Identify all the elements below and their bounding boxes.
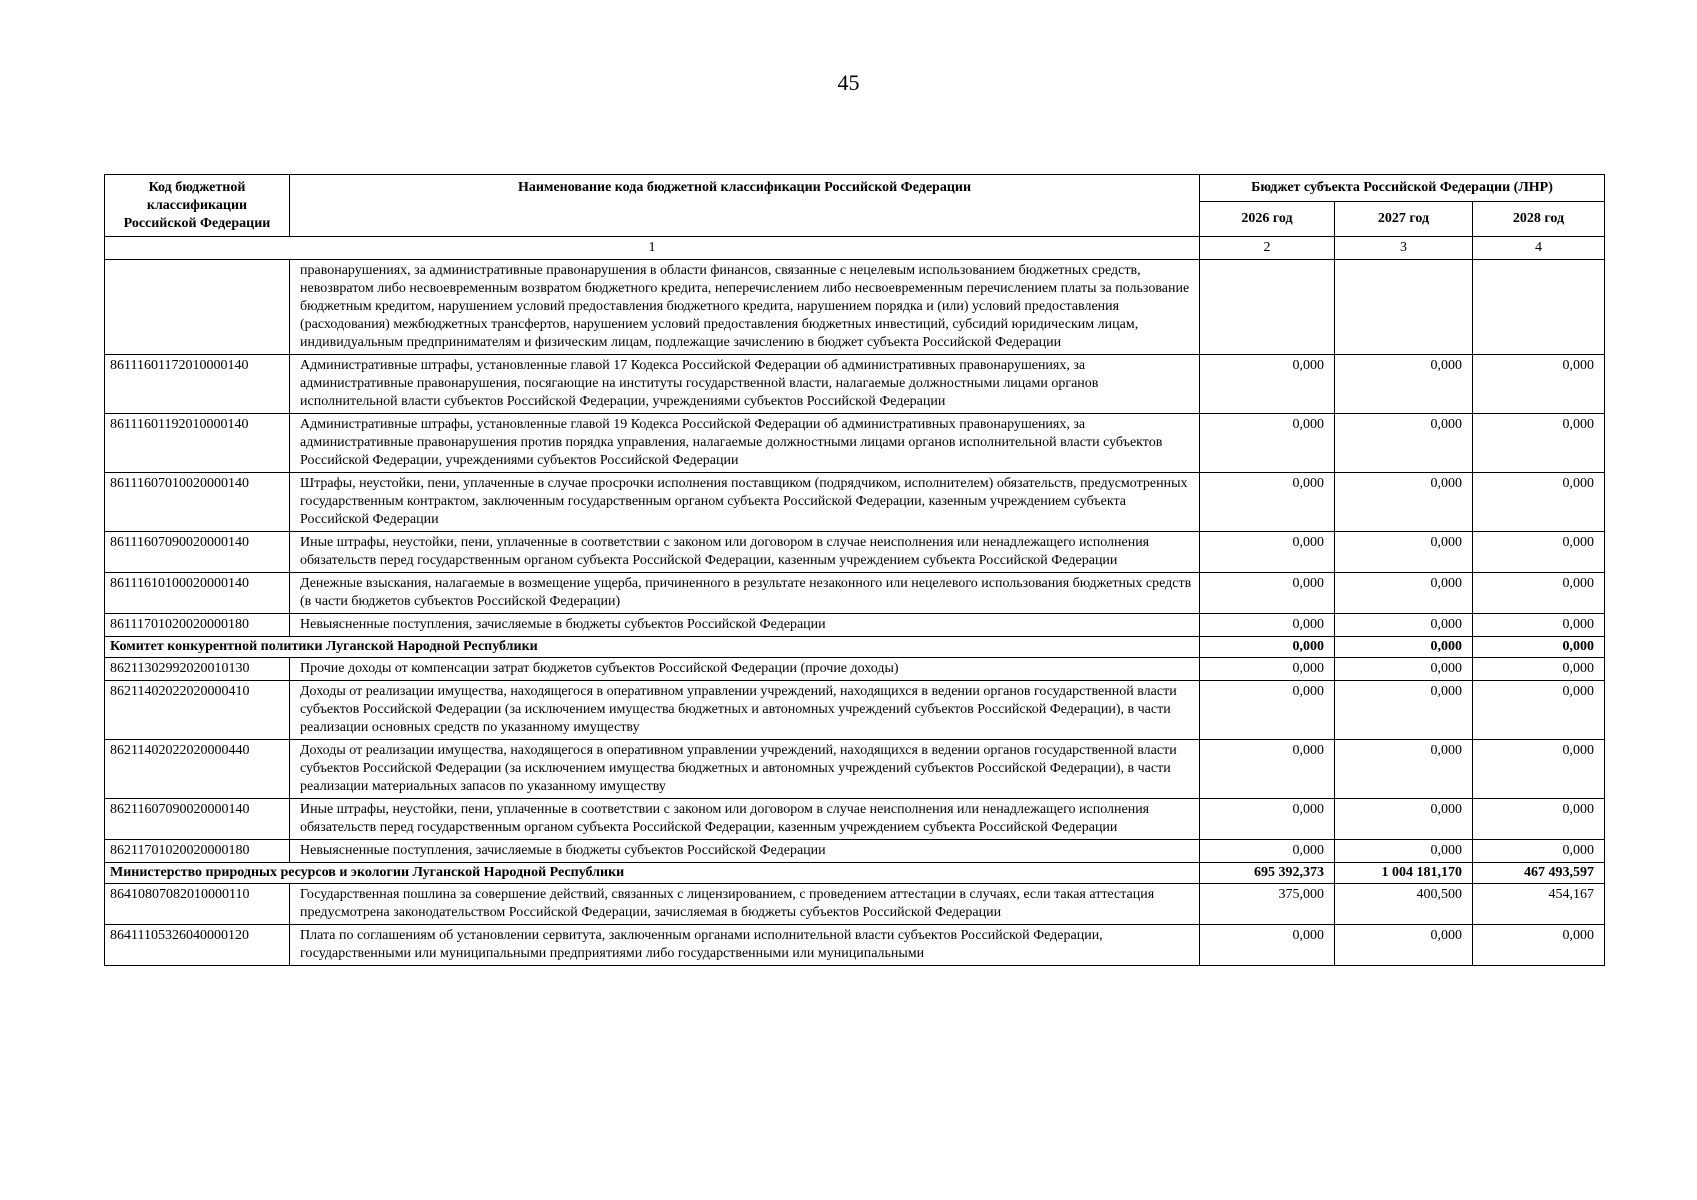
column-number-4: 4 [1473, 237, 1605, 260]
row-value-2026: 0,000 [1200, 799, 1335, 840]
row-value-2027: 0,000 [1335, 532, 1473, 573]
row-value-2026: 375,000 [1200, 884, 1335, 925]
row-code: 86211701020020000180 [105, 840, 290, 863]
table-row [105, 614, 1605, 637]
row-value-2027: 0,000 [1335, 681, 1473, 740]
row-code: 86211402022020000440 [105, 740, 290, 799]
row-value-2028: 0,000 [1473, 532, 1605, 573]
row-code: 86211607090020000140 [105, 799, 290, 840]
row-value-2027: 0,000 [1335, 573, 1473, 614]
table-row [105, 260, 1605, 355]
group-name: Комитет конкурентной политики Луганской Народной Республики [105, 637, 1200, 658]
table-group-row [105, 637, 1605, 658]
row-value-2026: 0,000 [1200, 614, 1335, 637]
row-name: Доходы от реализации имущества, находящегося в оперативном управлении учреждений, находящихся в ведении органов государственной власти субъектов Российской Федерации (за исключением имущества бюджетных и автономных учреждений субъектов Российской Федерации), в части реализации основных средств по указанному имуществу [290, 681, 1200, 740]
row-value-2027: 0,000 [1335, 925, 1473, 966]
row-value-2026: 0,000 [1200, 573, 1335, 614]
header-year-2028: 2028 год [1473, 202, 1605, 237]
row-value-2028: 0,000 [1473, 740, 1605, 799]
row-value-2027: 0,000 [1335, 473, 1473, 532]
group-name: Министерство природных ресурсов и экологии Луганской Народной Республики [105, 863, 1200, 884]
budget-table [104, 174, 1605, 966]
row-value-2028: 0,000 [1473, 799, 1605, 840]
row-code: 86211402022020000410 [105, 681, 290, 740]
row-value-2027: 0,000 [1335, 840, 1473, 863]
row-value-2026: 0,000 [1200, 840, 1335, 863]
table-row [105, 840, 1605, 863]
row-value-2026: 0,000 [1200, 925, 1335, 966]
row-name: Доходы от реализации имущества, находящегося в оперативном управлении учреждений, находящихся в ведении органов государственной власти субъектов Российской Федерации (за исключением имущества бюджетных и автономных учреждений субъектов Российской Федерации), в части реализации материальных запасов по указанному имуществу [290, 740, 1200, 799]
row-value-2028: 0,000 [1473, 573, 1605, 614]
row-name: правонарушениях, за административные правонарушения в области финансов, связанные с нецелевым использованием бюджетных средств, невозвратом либо несвоевременным возвратом бюджетного кредита, неперечислением либо несвоевременным перечислением платы за пользование бюджетным кредитом, нарушением условий предоставления бюджетного кредита, нарушением порядка и (или) условий предоставления (расходования) межбюджетных трансфертов, нарушением условий предоставления бюджетных инвестиций, субсидий юридическим лицам, индивидуальным предпринимателям и физическим лицам, подлежащие зачислению в бюджет субъекта Российской Федерации [290, 260, 1200, 355]
table-header [105, 175, 1605, 260]
row-name: Плата по соглашениям об установлении сервитута, заключенным органами исполнительной власти субъектов Российской Федерации, государственными или муниципальными предприятиями либо государственными или муниципальными [290, 925, 1200, 966]
row-code: 86411105326040000120 [105, 925, 290, 966]
row-value-2026: 0,000 [1200, 681, 1335, 740]
row-value-2026: 0,000 [1200, 473, 1335, 532]
row-value-2026: 695 392,373 [1200, 863, 1335, 884]
page-number: 45 [837, 70, 860, 95]
row-value-2026: 0,000 [1200, 637, 1335, 658]
row-value-2028: 467 493,597 [1473, 863, 1605, 884]
table-row [105, 355, 1605, 414]
table-row [105, 799, 1605, 840]
row-value-2028: 0,000 [1473, 473, 1605, 532]
row-value-2027: 400,500 [1335, 884, 1473, 925]
row-value-2028: 0,000 [1473, 658, 1605, 681]
row-name: Административные штрафы, установленные главой 19 Кодекса Российской Федерации об административных правонарушениях, за административные правонарушения против порядка управления, налагаемые должностными лицами органов исполнительной власти субъектов Российской Федерации, учреждениями субъектов Российской Федерации [290, 414, 1200, 473]
row-name: Невыясненные поступления, зачисляемые в бюджеты субъектов Российской Федерации [290, 840, 1200, 863]
table-row [105, 532, 1605, 573]
row-value-2028: 0,000 [1473, 614, 1605, 637]
column-number-1: 1 [105, 237, 1200, 260]
row-value-2027 [1335, 260, 1473, 355]
row-value-2026: 0,000 [1200, 740, 1335, 799]
row-code: 86111601192010000140 [105, 414, 290, 473]
table-row [105, 740, 1605, 799]
row-name: Иные штрафы, неустойки, пени, уплаченные в соответствии с законом или договором в случае неисполнения или ненадлежащего исполнения обязательств перед государственным органом субъекта Российской Федерации, казенным учреждением субъекта Российской Федерации [290, 532, 1200, 573]
table-row [105, 414, 1605, 473]
row-value-2027: 0,000 [1335, 414, 1473, 473]
row-name: Иные штрафы, неустойки, пени, уплаченные в соответствии с законом или договором в случае неисполнения или ненадлежащего исполнения обязательств перед государственным органом субъекта Российской Федерации, казенным учреждением субъекта Российской Федерации [290, 799, 1200, 840]
table-row [105, 884, 1605, 925]
header-name: Наименование кода бюджетной классификации Российской Федерации [290, 175, 1200, 237]
table-body [105, 260, 1605, 966]
table-row [105, 925, 1605, 966]
row-value-2028: 0,000 [1473, 355, 1605, 414]
row-code: 86111607090020000140 [105, 532, 290, 573]
row-value-2027: 0,000 [1335, 637, 1473, 658]
header-budget-group: Бюджет субъекта Российской Федерации (ЛНР) [1200, 175, 1605, 202]
row-value-2028: 0,000 [1473, 637, 1605, 658]
header-year-2026: 2026 год [1200, 202, 1335, 237]
row-value-2027: 0,000 [1335, 658, 1473, 681]
row-code: 86111601172010000140 [105, 355, 290, 414]
row-value-2026: 0,000 [1200, 355, 1335, 414]
row-value-2026: 0,000 [1200, 532, 1335, 573]
row-code [105, 260, 290, 355]
row-name: Денежные взыскания, налагаемые в возмещение ущерба, причиненного в результате незаконного или нецелевого использования бюджетных средств (в части бюджетов субъектов Российской Федерации) [290, 573, 1200, 614]
row-value-2028: 0,000 [1473, 414, 1605, 473]
row-value-2028 [1473, 260, 1605, 355]
row-code: 86111610100020000140 [105, 573, 290, 614]
row-value-2028: 454,167 [1473, 884, 1605, 925]
row-value-2027: 0,000 [1335, 614, 1473, 637]
row-name: Прочие доходы от компенсации затрат бюджетов субъектов Российской Федерации (прочие доходы) [290, 658, 1200, 681]
row-name: Штрафы, неустойки, пени, уплаченные в случае просрочки исполнения поставщиком (подрядчиком, исполнителем) обязательств, предусмотренных государственным контрактом, заключенным государственным органом субъекта Российской Федерации, казенным учреждением субъекта Российской Федерации [290, 473, 1200, 532]
column-number-row [105, 237, 1605, 260]
table-row [105, 473, 1605, 532]
row-value-2026: 0,000 [1200, 658, 1335, 681]
row-value-2028: 0,000 [1473, 681, 1605, 740]
table-row [105, 658, 1605, 681]
row-value-2027: 0,000 [1335, 740, 1473, 799]
row-value-2026 [1200, 260, 1335, 355]
row-code: 86410807082010000110 [105, 884, 290, 925]
row-value-2027: 0,000 [1335, 355, 1473, 414]
table-row [105, 573, 1605, 614]
row-code: 86111701020020000180 [105, 614, 290, 637]
table-row [105, 681, 1605, 740]
row-value-2028: 0,000 [1473, 840, 1605, 863]
row-name: Административные штрафы, установленные главой 17 Кодекса Российской Федерации об административных правонарушениях, за административные правонарушения, посягающие на институты государственной власти, налагаемые должностными лицами органов исполнительной власти субъектов Российской Федерации, учреждениями субъектов Российской Федерации [290, 355, 1200, 414]
row-name: Невыясненные поступления, зачисляемые в бюджеты субъектов Российской Федерации [290, 614, 1200, 637]
row-code: 86111607010020000140 [105, 473, 290, 532]
row-name: Государственная пошлина за совершение действий, связанных с лицензированием, с проведением аттестации в случаях, если такая аттестация предусмотрена законодательством Российской Федерации, зачисляемая в бюджеты субъектов Российской Федерации [290, 884, 1200, 925]
row-value-2028: 0,000 [1473, 925, 1605, 966]
row-value-2026: 0,000 [1200, 414, 1335, 473]
header-year-2027: 2027 год [1335, 202, 1473, 237]
row-value-2027: 1 004 181,170 [1335, 863, 1473, 884]
column-number-2: 2 [1200, 237, 1335, 260]
column-number-3: 3 [1335, 237, 1473, 260]
table-group-row [105, 863, 1605, 884]
header-code: Код бюджетной классификации Российской Федерации [105, 175, 290, 237]
row-value-2027: 0,000 [1335, 799, 1473, 840]
row-code: 86211302992020010130 [105, 658, 290, 681]
